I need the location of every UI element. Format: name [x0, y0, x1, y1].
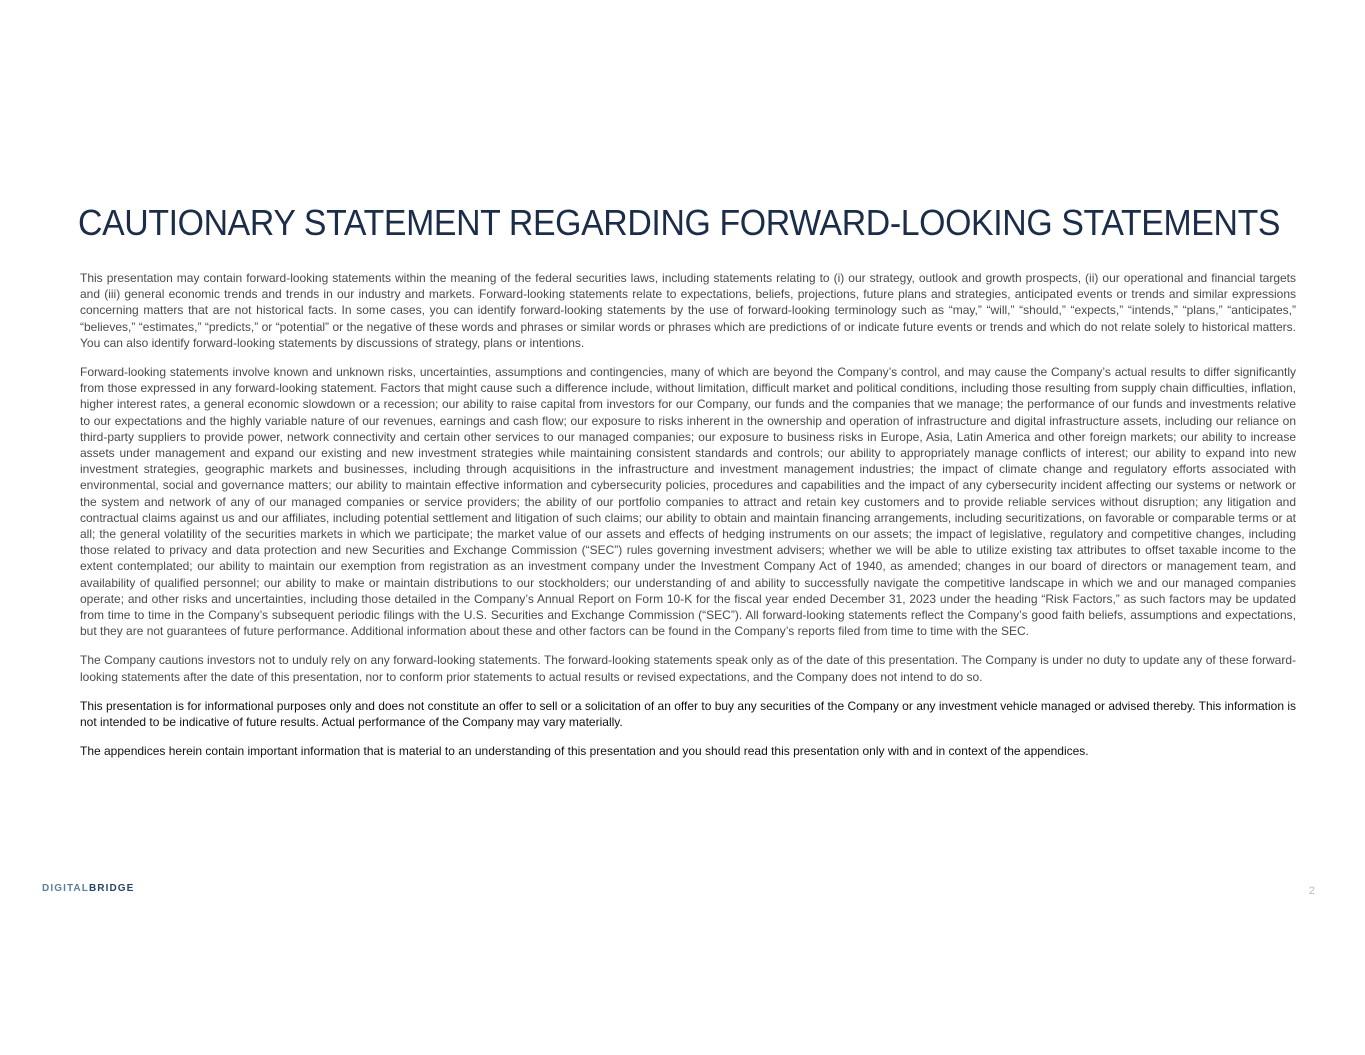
- informational-purposes-paragraph: This presentation is for informational purposes only and does not constitute an offer to sell or a solicitation of an offer to buy any securities of the Company or any investment vehicle managed or advised thereby. This information is not intended to be indicative of future results. Actual performance of the Company may vary materially.: [80, 698, 1296, 730]
- forward-looking-intro-paragraph: This presentation may contain forward-looking statements within the meaning of the federal securities laws, including statements relating to (i) our strategy, outlook and growth prospects, (ii) our operational and financial targets and (iii) general economic trends and trends in our industry and markets. Forward-looking statements relate to expectations, beliefs, projections, future plans and strategies, anticipated events or trends and similar expressions concerning matters that are not historical facts. In some cases, you can identify forward-looking statements by the use of forward-looking terminology such as “may,” “will,” “should,” “expects,” “intends,” “plans,” “anticipates,” “believes,” “estimates,” “predicts,” or “potential” or the negative of these words and phrases or similar words or phrases which are predictions of or indicate future events or trends and which do not relate solely to historical matters. You can also identify forward-looking statements by discussions of strategy, plans or intentions.: [80, 271, 1296, 350]
- appendices-paragraph: The appendices herein contain important information that is material to an understanding of this presentation and you should read this presentation only with and in context of the appendices.: [80, 744, 1089, 759]
- disclaimer-body: [80, 270, 1296, 772]
- page-number: 2: [1308, 885, 1315, 897]
- page-title: CAUTIONARY STATEMENT REGARDING FORWARD-LOOKING STATEMENTS: [78, 202, 1281, 243]
- caution-paragraph: The Company cautions investors not to unduly rely on any forward-looking statements. The forward-looking statements speak only as of the date of this presentation. The Company is under no duty to update any of these forward-looking statements after the date of this presentation, nor to conform prior statements to actual results or revised expectations, and the Company does not intend to do so.: [80, 653, 1296, 684]
- risk-factors-paragraph: Forward-looking statements involve known and unknown risks, uncertainties, assumptions and contingencies, many of which are beyond the Company’s control, and may cause the Company’s actual results to differ significantly from those expressed in any forward-looking statement. Factors that might cause such a difference include, without limitation, difficult market and political conditions, including those resulting from supply chain difficulties, inflation, higher interest rates, a general economic slowdown or a recession; our ability to raise capital from investors for our Company, our funds and the companies that we manage; the performance of our funds and investments relative to our expectations and the highly variable nature of our revenues, earnings and cash flow; our exposure to risks inherent in the ownership and operation of infrastructure and digital infrastructure assets, including our reliance on third-party suppliers to provide power, network connectivity and certain other services to our managed companies; our exposure to business risks in Europe, Asia, Latin America and other foreign markets; our ability to increase assets under management and expand our existing and new investment strategies while maintaining consistent standards and controls; our ability to appropriately manage conflicts of interest; our ability to expand into new investment strategies, geographic markets and businesses, including through acquisitions in the infrastructure and investment management industries; the impact of climate change and regulatory efforts associated with environmental, social and governance matters; our ability to maintain effective information and cybersecurity policies, procedures and capabilities and the impact of any cybersecurity incident affecting our systems or network or the system and network of any of our managed companies or service providers; the ability of our portfolio companies to attract and retain key customers and to provide reliable services without disruption; any litigation and contractual claims against us and our affiliates, including potential settlement and litigation of such claims; our ability to obtain and maintain financing arrangements, including securitizations, on favorable or comparable terms or at all; the general volatility of the securities markets in which we participate; the market value of our assets and effects of hedging instruments on our assets; the impact of legislative, regulatory and competitive changes, including those related to privacy and data protection and new Securities and Exchange Commission (“SEC”) rules governing investment advisers; whether we will be able to utilize existing tax attributes to offset taxable income to the extent contemplated; our ability to maintain our exemption from registration as an investment company under the Investment Company Act of 1940, as amended; changes in our board of directors or management team, and availability of qualified personnel; our ability to make or maintain distributions to our stockholders; our understanding of and ability to successfully navigate the competitive landscape in which we and our managed companies operate; and other risks and uncertainties, including those detailed in the Company’s Annual Report on Form 10-K for the fiscal year ended December 31, 2023 under the heading “Risk Factors,” as such factors may be updated from time to time in the Company’s subsequent periodic filings with the U.S. Securities and Exchange Commission (“SEC”). All forward-looking statements reflect the Company’s good faith beliefs, assumptions and expectations, but they are not guarantees of future performance. Additional information about these and other factors can be found in the Company’s reports filed from time to time with the SEC.: [80, 365, 1296, 639]
- logo-text-bridge: BRIDGE: [88, 883, 135, 894]
- logo-text-digital: DIGITAL: [42, 883, 89, 894]
- digitalbridge-logo: [42, 883, 134, 895]
